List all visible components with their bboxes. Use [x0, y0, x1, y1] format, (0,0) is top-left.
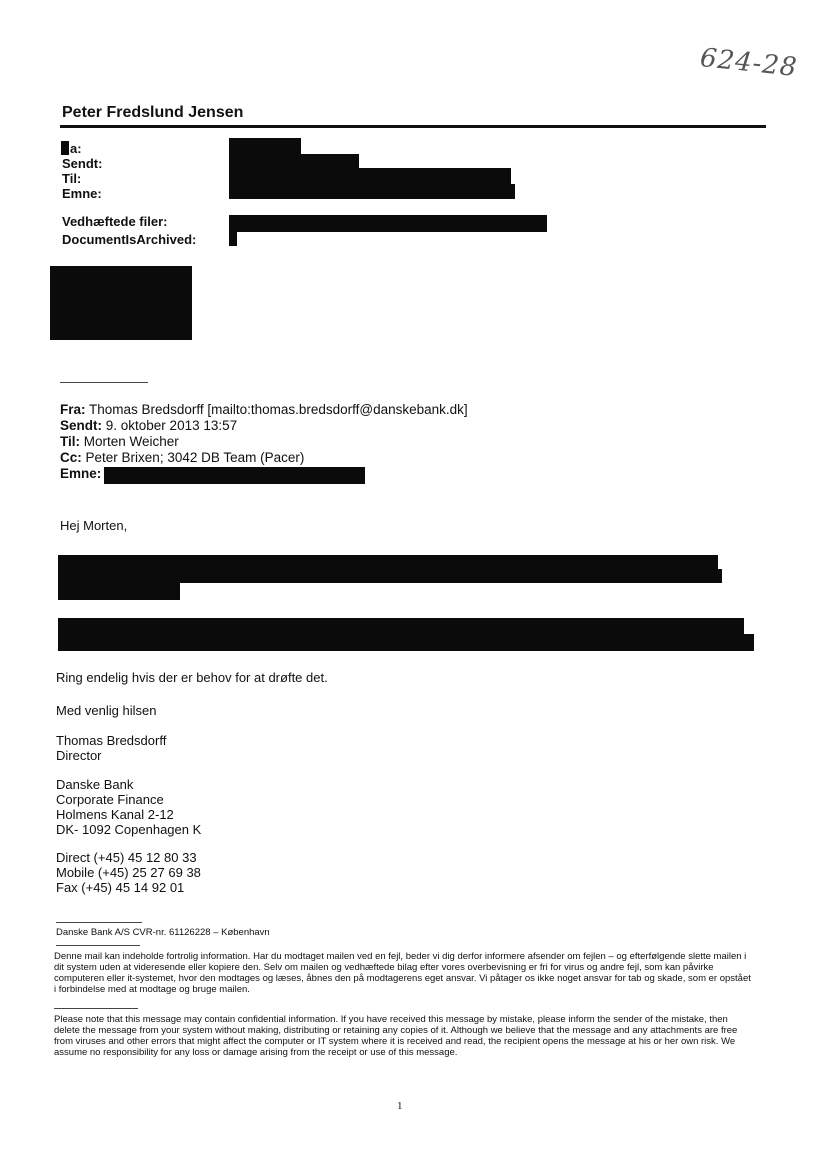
header-rule	[60, 125, 766, 128]
separator-line	[60, 382, 148, 383]
redaction-box	[58, 618, 744, 634]
signature-fax: Fax (+45) 45 14 92 01	[56, 880, 185, 895]
closing: Med venlig hilsen	[56, 703, 157, 718]
separator-line	[56, 922, 142, 923]
redaction-box	[229, 154, 359, 168]
redaction-box	[229, 215, 547, 232]
signature-company: Danske Bank	[56, 777, 134, 792]
header-label-emne: Emne:	[62, 186, 102, 201]
attachment-labels	[62, 213, 196, 249]
disclaimer-danish: Denne mail kan indeholde fortrolig information. Har du modtaget mailen ved en fejl, beder vi dig derfor informere afsender om fejlen – og efterfølgende slette mailen i dit system uden at videresende eller kopiere den. Selv om mailen og vedhæftede bilag efter vores overbevisning er fri for virus og andre fejl, som kan påvirke computeren eller it-systemet, hvor den modtages og læses, åbnes den på modtagerens eget ansvar. Vi påtager os ikke noget ansvar for tab og skade, som er opstået i forbindelse med at modtage og bruge mailen.	[54, 951, 751, 995]
separator-line	[56, 945, 140, 946]
greeting: Hej Morten,	[60, 518, 128, 533]
handwritten-reference: 624-28	[698, 42, 799, 84]
signature-dept: Corporate Finance	[56, 792, 164, 807]
redaction-box	[104, 467, 365, 484]
til-label: Til:	[60, 434, 80, 449]
redaction-box	[229, 232, 237, 246]
disclaimer-english: Please note that this message may contain confidential information. If you have received this message by mistake, please inform the sender of the mistake, then delete the message from your system without making, distributing or retaining any copies of it. Although we believe that the message and any attachments are free from viruses and other errors that might affect the computer or IT system where it is received and read, the recipient opens the message at his or her own risk. We assume no responsibility for any loss or damage arising from the receipt or use of this message.	[54, 1014, 738, 1058]
body-line-ring: Ring endelig hvis der er behov for at drøfte det.	[56, 670, 328, 685]
signature-direct-phone: Direct (+45) 45 12 80 33	[56, 850, 197, 865]
redaction-box	[229, 138, 301, 154]
signature-street: Holmens Kanal 2-12	[56, 807, 174, 822]
header-label-til: Til:	[62, 171, 82, 186]
redaction-box	[58, 634, 754, 651]
signature-city: DK- 1092 Copenhagen K	[56, 822, 202, 837]
cc-label: Cc:	[60, 450, 82, 465]
header-label-archived: DocumentIsArchived:	[62, 232, 197, 247]
sendt-value: 9. oktober 2013 13:57	[105, 418, 238, 433]
printed-by-name: Peter Fredslund Jensen	[62, 104, 244, 121]
header-label-fra: a:	[70, 141, 82, 156]
separator-line	[54, 1008, 138, 1009]
redaction-box	[50, 266, 192, 340]
cc-value: Peter Brixen; 3042 DB Team (Pacer)	[85, 450, 305, 465]
redaction-box	[61, 141, 69, 155]
emne-label: Emne:	[60, 466, 102, 481]
redaction-box	[58, 569, 722, 583]
redaction-box	[58, 583, 180, 600]
header-labels	[62, 141, 102, 201]
page-number: 1	[397, 1100, 403, 1112]
redaction-box	[229, 184, 515, 199]
fra-value: Thomas Bredsdorff [mailto:thomas.bredsdorff@danskebank.dk]	[89, 402, 468, 417]
redaction-box	[229, 168, 511, 184]
signature-name: Thomas Bredsdorff	[56, 733, 167, 748]
signature-block	[56, 733, 201, 895]
signature-mobile-phone: Mobile (+45) 25 27 69 38	[56, 865, 201, 880]
cvr-line: Danske Bank A/S CVR-nr. 61126228 – København	[56, 927, 270, 938]
redaction-box	[58, 555, 718, 569]
til-value: Morten Weicher	[83, 434, 179, 449]
header-label-sendt: Sendt:	[62, 156, 103, 171]
fra-label: Fra:	[60, 402, 86, 417]
signature-title: Director	[56, 748, 102, 763]
header-label-attachments: Vedhæftede filer:	[62, 214, 168, 229]
sendt-label: Sendt:	[60, 418, 102, 433]
